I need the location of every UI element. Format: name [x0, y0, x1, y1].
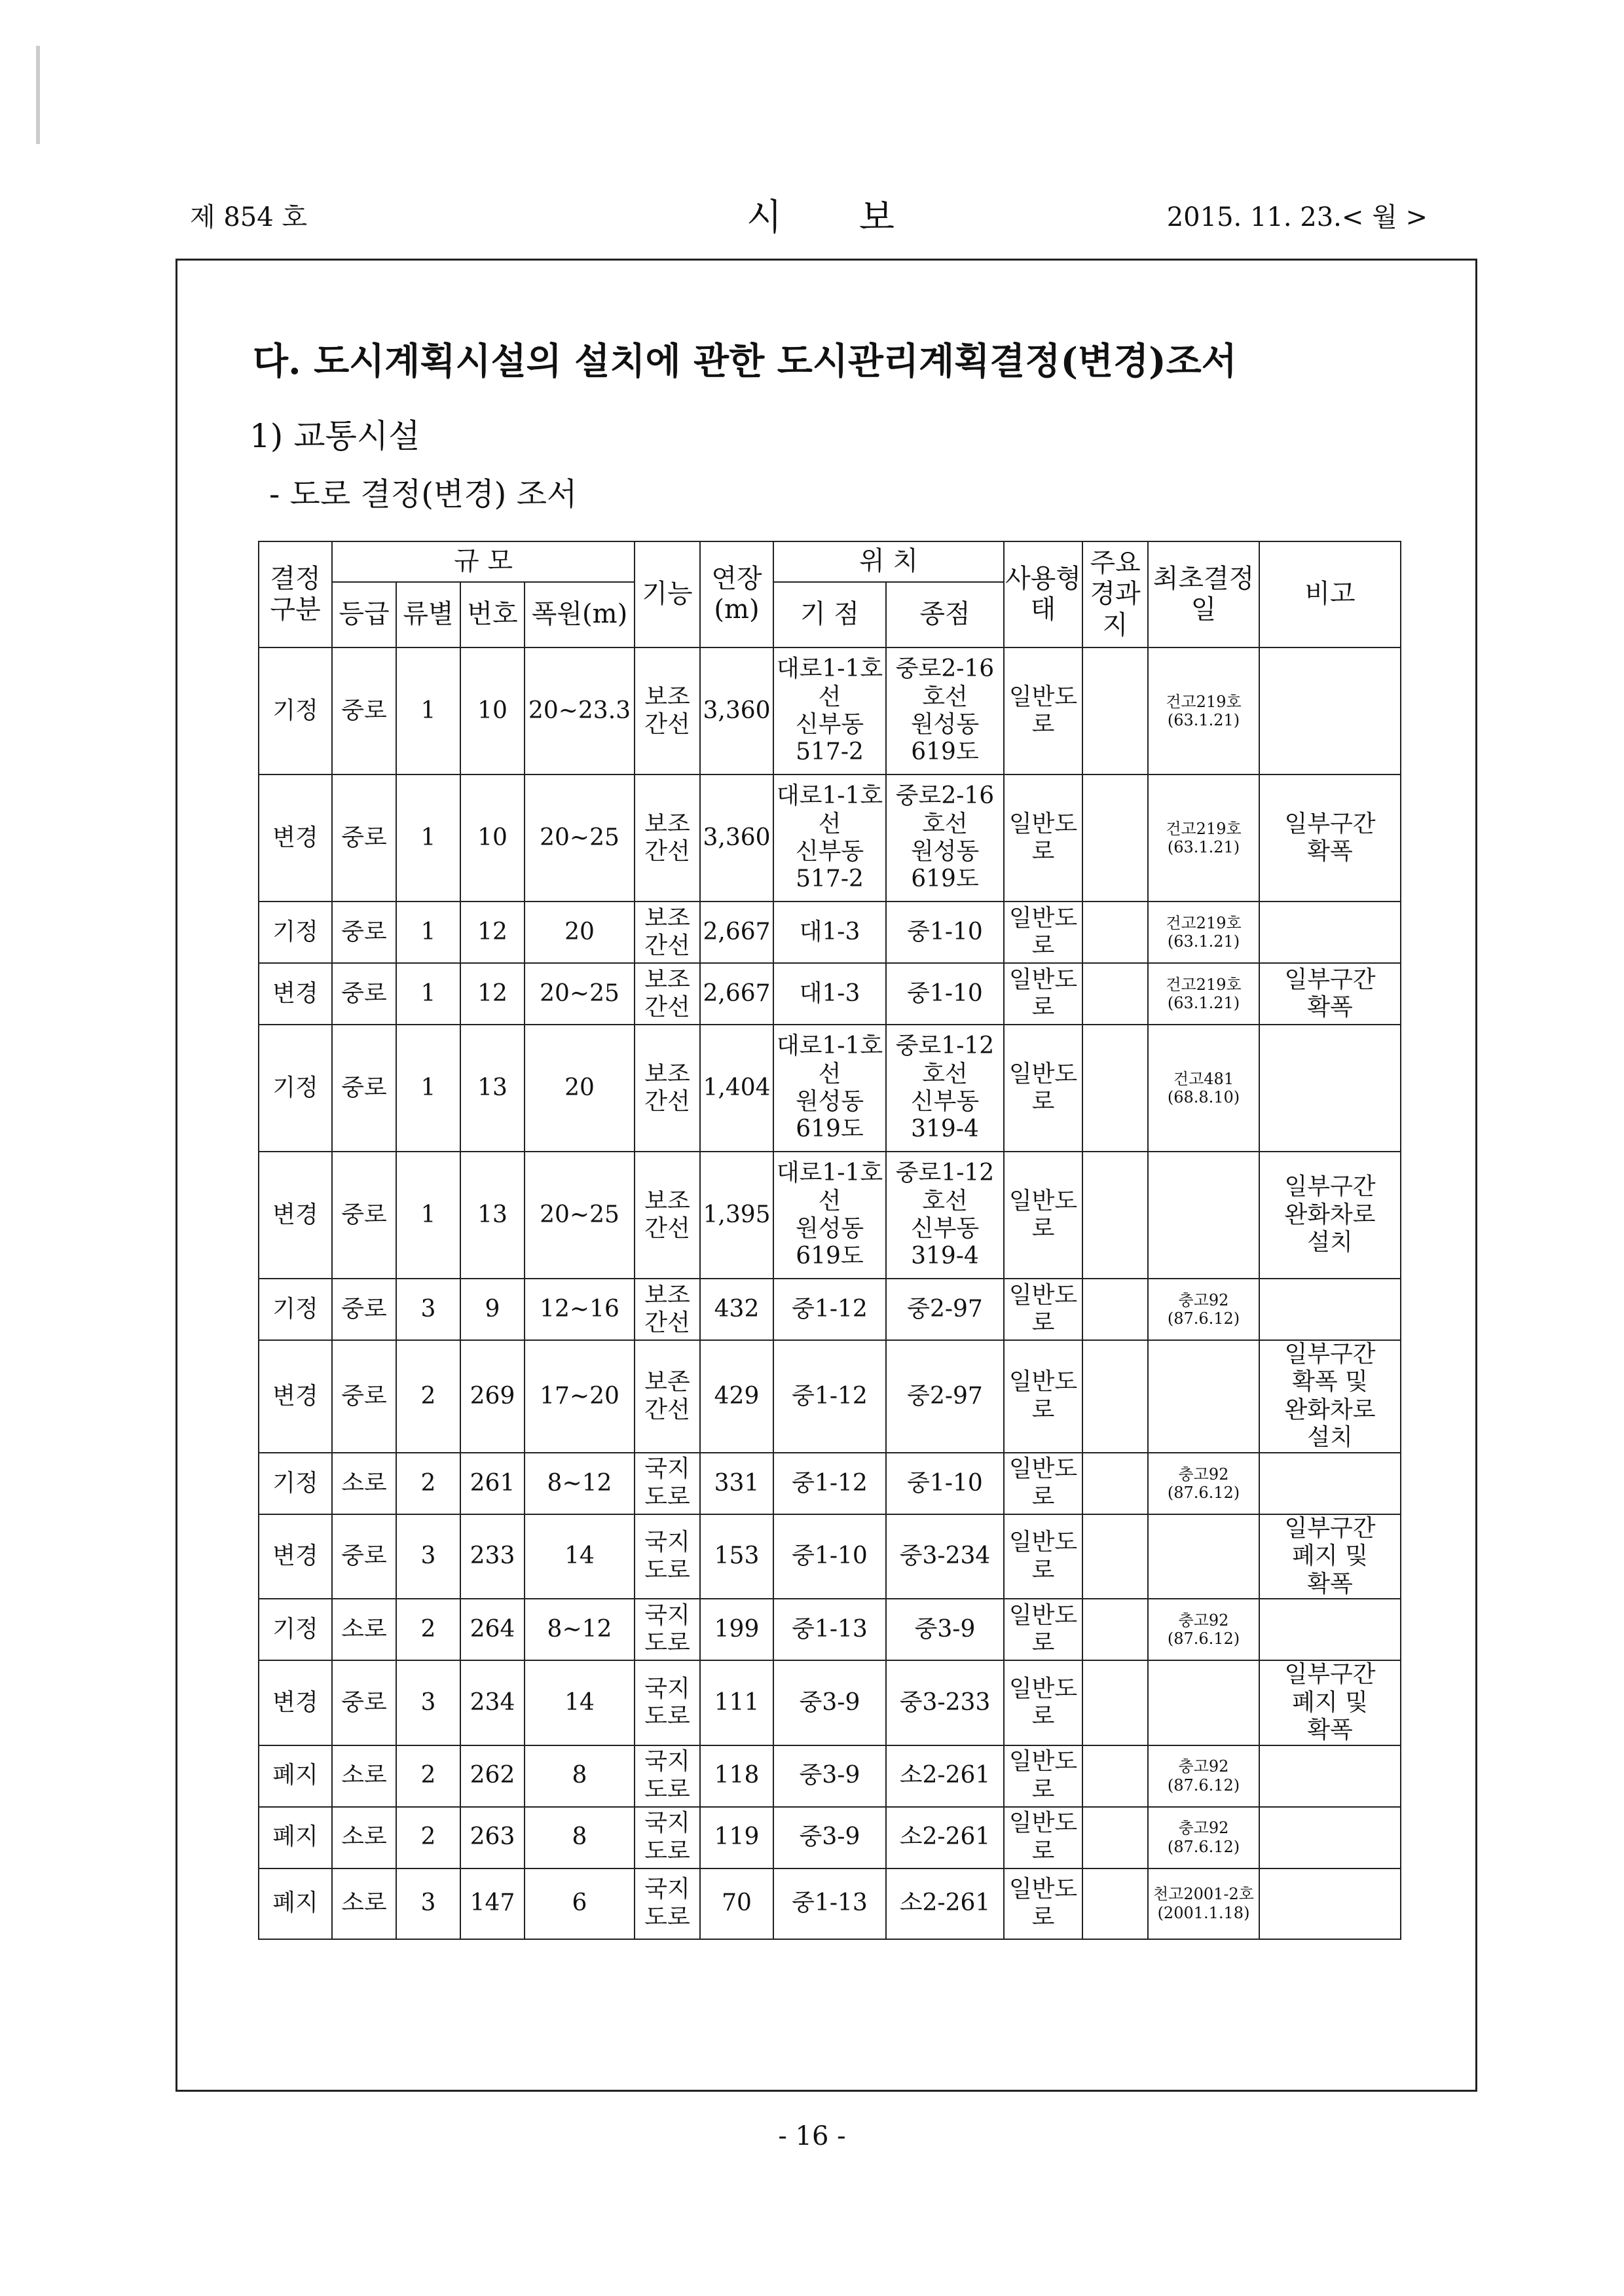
- cell-number: 264: [460, 1599, 525, 1660]
- cell-start: 대로1-1호선 원성동 619도: [773, 1152, 886, 1279]
- table-row: [259, 1152, 1401, 1279]
- cell-usage: 일반도로: [1004, 1745, 1082, 1807]
- cell-via: [1082, 963, 1148, 1025]
- cell-function: 보존간선: [635, 1340, 700, 1453]
- cell-via: [1082, 1279, 1148, 1340]
- cell-number: 12: [460, 963, 525, 1025]
- cell-number: 234: [460, 1660, 525, 1745]
- cell-remarks: [1259, 902, 1401, 963]
- cell-function: 보조간선: [635, 1152, 700, 1279]
- cell-via: [1082, 1514, 1148, 1599]
- cell-usage: 일반도로: [1004, 774, 1082, 902]
- header-end: 종점: [886, 582, 1004, 647]
- cell-end: 소2-261: [886, 1745, 1004, 1807]
- cell-function: 국지도로: [635, 1660, 700, 1745]
- cell-grade: 소로: [332, 1599, 396, 1660]
- cell-type: 3: [396, 1868, 460, 1939]
- cell-remarks: [1259, 1025, 1401, 1152]
- cell-remarks: 일부구간 확폭 및 완화차로 설치: [1259, 1340, 1401, 1453]
- table-row: [259, 1340, 1401, 1453]
- cell-via: [1082, 1745, 1148, 1807]
- cell-first: 건고219호 (63.1.21): [1148, 963, 1259, 1025]
- cell-width: 20~25: [525, 1152, 635, 1279]
- cell-end: 중로2-16호선 원성동 619도: [886, 774, 1004, 902]
- scan-artifact: [36, 46, 40, 144]
- cell-number: 12: [460, 902, 525, 963]
- cell-usage: 일반도로: [1004, 963, 1082, 1025]
- cell-remarks: 일부구간 폐지 및 확폭: [1259, 1660, 1401, 1745]
- cell-number: 10: [460, 774, 525, 902]
- cell-usage: 일반도로: [1004, 1807, 1082, 1868]
- cell-type: 2: [396, 1745, 460, 1807]
- cell-decision: 기정: [259, 1025, 332, 1152]
- cell-length: 111: [700, 1660, 773, 1745]
- subsection-heading: - 도로 결정(변경) 조서: [269, 476, 578, 513]
- cell-usage: 일반도로: [1004, 1453, 1082, 1514]
- header-scale: 규 모: [332, 541, 635, 582]
- cell-usage: 일반도로: [1004, 1514, 1082, 1599]
- cell-length: 2,667: [700, 963, 773, 1025]
- table-row: [259, 1279, 1401, 1340]
- cell-type: 1: [396, 963, 460, 1025]
- cell-end: 중1-10: [886, 963, 1004, 1025]
- cell-function: 국지도로: [635, 1514, 700, 1599]
- cell-number: 261: [460, 1453, 525, 1514]
- page-number: - 16 -: [778, 2121, 846, 2151]
- cell-first: [1148, 1340, 1259, 1453]
- cell-function: 보조간선: [635, 774, 700, 902]
- cell-decision: 변경: [259, 1514, 332, 1599]
- header-number: 번호: [460, 582, 525, 647]
- cell-start: 대로1-1호선 신부동 517-2: [773, 774, 886, 902]
- cell-via: [1082, 647, 1148, 774]
- table-row: [259, 1599, 1401, 1660]
- section-heading: 1) 교통시설: [249, 417, 420, 455]
- cell-decision: 변경: [259, 774, 332, 902]
- cell-first: 충고92 (87.6.12): [1148, 1745, 1259, 1807]
- header-type: 류별: [396, 582, 460, 647]
- cell-length: 119: [700, 1807, 773, 1868]
- cell-number: 147: [460, 1868, 525, 1939]
- cell-type: 2: [396, 1599, 460, 1660]
- cell-start: 중1-12: [773, 1453, 886, 1514]
- cell-first: 건고481 (68.8.10): [1148, 1025, 1259, 1152]
- cell-usage: 일반도로: [1004, 1279, 1082, 1340]
- cell-width: 14: [525, 1514, 635, 1599]
- header-grade: 등급: [332, 582, 396, 647]
- cell-grade: 중로: [332, 963, 396, 1025]
- cell-width: 20: [525, 1025, 635, 1152]
- cell-remarks: 일부구간 확폭: [1259, 963, 1401, 1025]
- cell-first: 건고219호 (63.1.21): [1148, 647, 1259, 774]
- cell-width: 17~20: [525, 1340, 635, 1453]
- cell-decision: 변경: [259, 963, 332, 1025]
- cell-remarks: [1259, 1868, 1401, 1939]
- cell-type: 3: [396, 1514, 460, 1599]
- table-row: [259, 1514, 1401, 1599]
- cell-start: 중3-9: [773, 1660, 886, 1745]
- cell-grade: 소로: [332, 1807, 396, 1868]
- cell-number: 269: [460, 1340, 525, 1453]
- cell-remarks: [1259, 1807, 1401, 1868]
- cell-width: 20~23.3: [525, 647, 635, 774]
- cell-end: 중1-10: [886, 1453, 1004, 1514]
- cell-function: 국지도로: [635, 1599, 700, 1660]
- cell-grade: 중로: [332, 1152, 396, 1279]
- cell-function: 보조간선: [635, 647, 700, 774]
- cell-number: 9: [460, 1279, 525, 1340]
- cell-end: 중3-233: [886, 1660, 1004, 1745]
- cell-decision: 기정: [259, 1279, 332, 1340]
- cell-end: 중2-97: [886, 1279, 1004, 1340]
- cell-usage: 일반도로: [1004, 902, 1082, 963]
- cell-number: 233: [460, 1514, 525, 1599]
- cell-type: 1: [396, 1025, 460, 1152]
- cell-via: [1082, 1152, 1148, 1279]
- table-row: [259, 1745, 1401, 1807]
- cell-first: 건고219호 (63.1.21): [1148, 902, 1259, 963]
- table-row: [259, 1453, 1401, 1514]
- cell-remarks: 일부구간 완화차로 설치: [1259, 1152, 1401, 1279]
- cell-function: 국지도로: [635, 1868, 700, 1939]
- header-usage: 사용형태: [1004, 541, 1082, 647]
- header-start: 기 점: [773, 582, 886, 647]
- cell-decision: 폐지: [259, 1745, 332, 1807]
- cell-remarks: [1259, 1279, 1401, 1340]
- cell-usage: 일반도로: [1004, 1152, 1082, 1279]
- cell-end: 중1-10: [886, 902, 1004, 963]
- cell-width: 8~12: [525, 1599, 635, 1660]
- cell-first: 건고219호 (63.1.21): [1148, 774, 1259, 902]
- cell-first: 충고92 (87.6.12): [1148, 1599, 1259, 1660]
- cell-start: 중1-13: [773, 1868, 886, 1939]
- cell-first: [1148, 1514, 1259, 1599]
- cell-via: [1082, 1453, 1148, 1514]
- cell-type: 1: [396, 1152, 460, 1279]
- cell-decision: 폐지: [259, 1807, 332, 1868]
- cell-width: 14: [525, 1660, 635, 1745]
- cell-number: 262: [460, 1745, 525, 1807]
- cell-decision: 기정: [259, 647, 332, 774]
- header-width: 폭원(m): [525, 582, 635, 647]
- cell-usage: 일반도로: [1004, 1660, 1082, 1745]
- cell-start: 중1-13: [773, 1599, 886, 1660]
- cell-decision: 기정: [259, 1453, 332, 1514]
- header-via: 주요경과지: [1082, 541, 1148, 647]
- issue-number: 제 854 호: [190, 202, 308, 232]
- cell-usage: 일반도로: [1004, 1599, 1082, 1660]
- cell-end: 소2-261: [886, 1868, 1004, 1939]
- table-row: [259, 902, 1401, 963]
- cell-grade: 소로: [332, 1868, 396, 1939]
- cell-length: 70: [700, 1868, 773, 1939]
- cell-function: 보조간선: [635, 963, 700, 1025]
- table-row: [259, 1025, 1401, 1152]
- road-decision-table: [258, 541, 1401, 1940]
- cell-via: [1082, 1868, 1148, 1939]
- cell-width: 8: [525, 1807, 635, 1868]
- cell-remarks: [1259, 1453, 1401, 1514]
- cell-via: [1082, 1340, 1148, 1453]
- cell-length: 118: [700, 1745, 773, 1807]
- cell-via: [1082, 1660, 1148, 1745]
- cell-width: 8: [525, 1745, 635, 1807]
- cell-start: 대1-3: [773, 963, 886, 1025]
- cell-start: 대로1-1호선 신부동 517-2: [773, 647, 886, 774]
- cell-first: 충고92 (87.6.12): [1148, 1279, 1259, 1340]
- cell-decision: 변경: [259, 1152, 332, 1279]
- cell-number: 13: [460, 1152, 525, 1279]
- cell-decision: 변경: [259, 1340, 332, 1453]
- cell-start: 중1-12: [773, 1340, 886, 1453]
- header-function: 기능: [635, 541, 700, 647]
- cell-usage: 일반도로: [1004, 1868, 1082, 1939]
- cell-type: 1: [396, 647, 460, 774]
- header-decision: 결정구분: [259, 541, 332, 647]
- table-row: [259, 647, 1401, 774]
- cell-decision: 기정: [259, 1599, 332, 1660]
- cell-usage: 일반도로: [1004, 1025, 1082, 1152]
- cell-first: [1148, 1660, 1259, 1745]
- header-first-decision: 최초결정일: [1148, 541, 1259, 647]
- cell-function: 국지도로: [635, 1453, 700, 1514]
- table-row: [259, 1660, 1401, 1745]
- cell-via: [1082, 774, 1148, 902]
- table-row: [259, 1807, 1401, 1868]
- table-row: [259, 1868, 1401, 1939]
- cell-type: 1: [396, 902, 460, 963]
- content-frame: [175, 259, 1477, 2092]
- cell-number: 13: [460, 1025, 525, 1152]
- table-body: [259, 647, 1401, 1939]
- cell-grade: 중로: [332, 1279, 396, 1340]
- cell-function: 국지도로: [635, 1807, 700, 1868]
- cell-type: 3: [396, 1279, 460, 1340]
- cell-end: 중로1-12호선 신부동 319-4: [886, 1025, 1004, 1152]
- cell-remarks: 일부구간 폐지 및 확폭: [1259, 1514, 1401, 1599]
- cell-width: 20: [525, 902, 635, 963]
- cell-function: 보조간선: [635, 1025, 700, 1152]
- header-length: 연장(m): [700, 541, 773, 647]
- cell-grade: 중로: [332, 647, 396, 774]
- cell-length: 331: [700, 1453, 773, 1514]
- cell-type: 2: [396, 1453, 460, 1514]
- issue-date: 2015. 11. 23.< 월 >: [1166, 202, 1428, 232]
- cell-length: 199: [700, 1599, 773, 1660]
- cell-length: 1,404: [700, 1025, 773, 1152]
- cell-length: 429: [700, 1340, 773, 1453]
- cell-via: [1082, 902, 1148, 963]
- document-title: 다. 도시계획시설의 설치에 관한 도시관리계획결정(변경)조서: [253, 340, 1237, 383]
- cell-via: [1082, 1807, 1148, 1868]
- cell-start: 대1-3: [773, 902, 886, 963]
- cell-width: 20~25: [525, 963, 635, 1025]
- cell-first: 충고92 (87.6.12): [1148, 1807, 1259, 1868]
- cell-length: 2,667: [700, 902, 773, 963]
- cell-remarks: [1259, 1599, 1401, 1660]
- cell-grade: 중로: [332, 1340, 396, 1453]
- cell-width: 12~16: [525, 1279, 635, 1340]
- cell-remarks: 일부구간 확폭: [1259, 774, 1401, 902]
- cell-decision: 기정: [259, 902, 332, 963]
- cell-width: 8~12: [525, 1453, 635, 1514]
- cell-decision: 폐지: [259, 1868, 332, 1939]
- cell-remarks: [1259, 647, 1401, 774]
- cell-remarks: [1259, 1745, 1401, 1807]
- cell-function: 보조간선: [635, 902, 700, 963]
- cell-length: 3,360: [700, 647, 773, 774]
- cell-function: 국지도로: [635, 1745, 700, 1807]
- cell-first: 충고92 (87.6.12): [1148, 1453, 1259, 1514]
- gazette-title: 시 보: [747, 196, 927, 239]
- cell-usage: 일반도로: [1004, 647, 1082, 774]
- cell-length: 3,360: [700, 774, 773, 902]
- cell-number: 263: [460, 1807, 525, 1868]
- cell-end: 중3-9: [886, 1599, 1004, 1660]
- cell-first: [1148, 1152, 1259, 1279]
- cell-grade: 중로: [332, 1660, 396, 1745]
- cell-grade: 중로: [332, 774, 396, 902]
- cell-end: 중2-97: [886, 1340, 1004, 1453]
- header-remarks: 비고: [1259, 541, 1401, 647]
- cell-length: 432: [700, 1279, 773, 1340]
- cell-width: 6: [525, 1868, 635, 1939]
- cell-start: 대로1-1호선 원성동 619도: [773, 1025, 886, 1152]
- cell-usage: 일반도로: [1004, 1340, 1082, 1453]
- table-row: [259, 774, 1401, 902]
- cell-type: 2: [396, 1340, 460, 1453]
- cell-end: 중로2-16호선 원성동 619도: [886, 647, 1004, 774]
- cell-first: 천고2001-2호 (2001.1.18): [1148, 1868, 1259, 1939]
- cell-number: 10: [460, 647, 525, 774]
- cell-grade: 중로: [332, 1025, 396, 1152]
- table-row: [259, 963, 1401, 1025]
- cell-decision: 변경: [259, 1660, 332, 1745]
- cell-type: 2: [396, 1807, 460, 1868]
- cell-grade: 중로: [332, 1514, 396, 1599]
- cell-start: 중1-10: [773, 1514, 886, 1599]
- cell-function: 보조간선: [635, 1279, 700, 1340]
- header-location: 위 치: [773, 541, 1004, 582]
- cell-grade: 소로: [332, 1453, 396, 1514]
- cell-width: 20~25: [525, 774, 635, 902]
- cell-grade: 소로: [332, 1745, 396, 1807]
- cell-length: 153: [700, 1514, 773, 1599]
- cell-length: 1,395: [700, 1152, 773, 1279]
- cell-type: 3: [396, 1660, 460, 1745]
- cell-end: 중로1-12호선 신부동 319-4: [886, 1152, 1004, 1279]
- cell-type: 1: [396, 774, 460, 902]
- cell-start: 중3-9: [773, 1807, 886, 1868]
- cell-grade: 중로: [332, 902, 396, 963]
- cell-end: 중3-234: [886, 1514, 1004, 1599]
- cell-via: [1082, 1025, 1148, 1152]
- cell-via: [1082, 1599, 1148, 1660]
- cell-start: 중1-12: [773, 1279, 886, 1340]
- cell-start: 중3-9: [773, 1745, 886, 1807]
- cell-end: 소2-261: [886, 1807, 1004, 1868]
